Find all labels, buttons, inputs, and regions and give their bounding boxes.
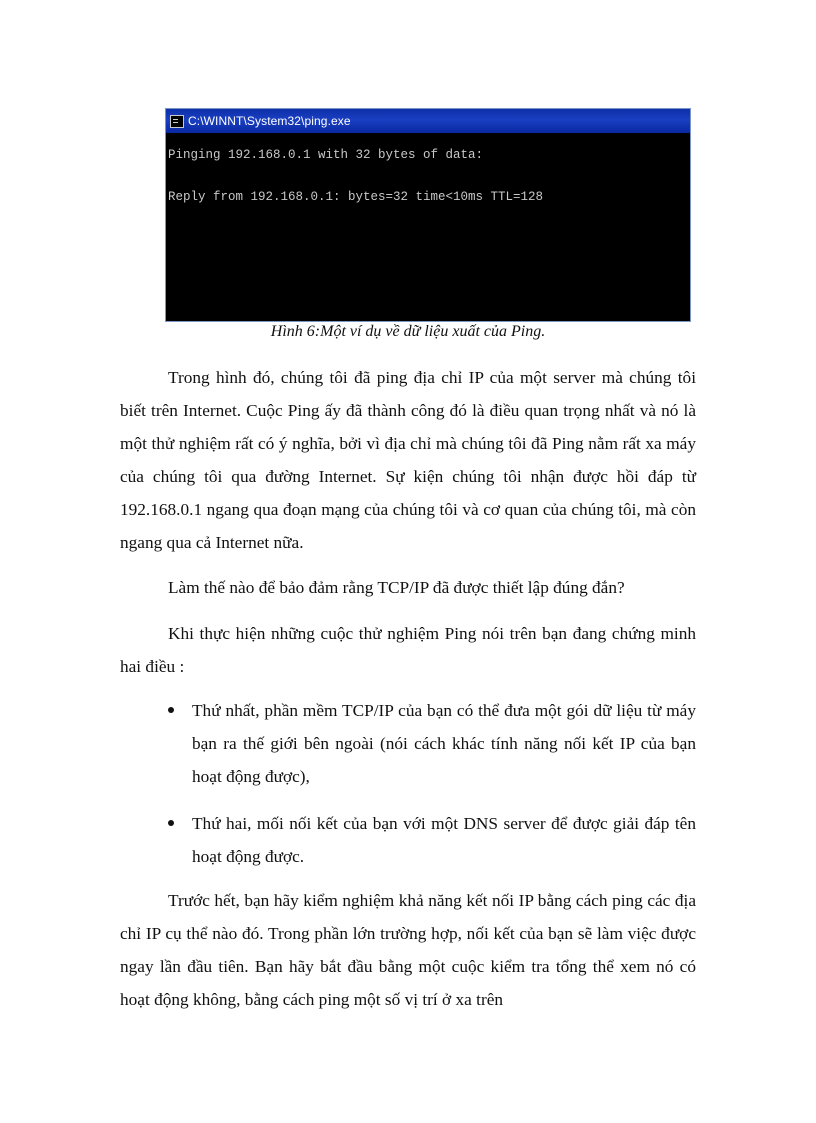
ping-screenshot-figure [165, 108, 691, 322]
bullet-icon [168, 820, 174, 826]
paragraph-3: Khi thực hiện những cuộc thử nghiệm Ping nói trên bạn đang chứng minh hai điều : [120, 624, 696, 676]
bullet-item-text: Thứ hai, mối nối kết của bạn với một DNS server để được giải đáp tên hoạt động được. [192, 814, 696, 866]
cmd-output-line-reply: Reply from 192.168.0.1: bytes=32 time<10ms TTL=128 [168, 190, 544, 204]
figure-caption: Hình 6:Một ví dụ về dữ liệu xuất của Ping. [270, 323, 546, 340]
paragraph-2: Làm thế nào để bảo đảm rằng TCP/IP đã được thiết lập đúng đắn? [168, 578, 625, 597]
cmd-window-titlebar [166, 109, 690, 133]
bullet-icon [168, 707, 174, 713]
bullet-item-1 [192, 694, 696, 793]
cmd-output-line-pinging: Pinging 192.168.0.1 with 32 bytes of data: [168, 148, 484, 162]
cmd-window-title: C:\WINNT\System32\ping.exe [188, 114, 351, 128]
paragraph-4: Trước hết, bạn hãy kiểm nghiệm khả năng kết nối IP bằng cách ping các địa chỉ IP cụ thể nào đó. Trong phần lớn trường hợp, nối kết của bạn sẽ làm việc được ngay lần đầu tiên. Bạn hãy bắt đầu bằng một cuộc kiểm tra tổng thể xem nó có hoạt động không, bằng cách ping một số vị trí ở xa trên [120, 891, 696, 1009]
cmd-output [166, 133, 690, 205]
console-icon [170, 115, 184, 128]
bullet-item-2 [192, 807, 696, 873]
bullet-item-text: Thứ nhất, phần mềm TCP/IP của bạn có thể đưa một gói dữ liệu từ máy bạn ra thế giới bên ngoài (nói cách khác tính năng nối kết IP của bạn hoạt động được), [192, 701, 696, 786]
paragraph-1: Trong hình đó, chúng tôi đã ping địa chỉ IP của một server mà chúng tôi biết trên Internet. Cuộc Ping ấy đã thành công đó là điều quan trọng nhất và nó là một thử nghiệm rất có ý nghĩa, bởi vì địa chỉ mà chúng tôi đã Ping nằm rất xa máy của chúng tôi qua đường Internet. Sự kiện chúng tôi nhận được hồi đáp từ 192.168.0.1 ngang qua đoạn mạng của chúng tôi và cơ quan của chúng tôi, mà còn ngang qua cả Internet nữa. [120, 368, 696, 552]
